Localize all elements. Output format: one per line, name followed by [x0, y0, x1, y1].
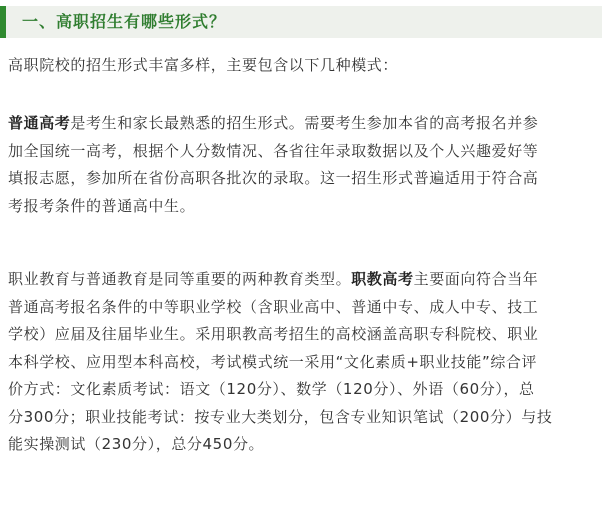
- line-text: 主要面向符合当年: [413, 270, 539, 288]
- paragraph-line: [8, 110, 600, 138]
- paragraph-line: [8, 266, 600, 294]
- paragraph-line: 普通高考报名条件的中等职业学校（含职业高中、普通中专、成人中专、技工: [8, 297, 539, 316]
- paragraph-line: 本科学校、应用型本科高校，考试模式统一采用“文化素质+职业技能”综合评: [8, 352, 538, 371]
- gaokao-paragraph: [8, 110, 600, 220]
- term-putong-gaokao: 普通高考: [8, 114, 71, 132]
- intro-line: 高职院校的招生形式丰富多样，主要包含以下几种模式：: [8, 56, 399, 74]
- paragraph-line: 考报考条件的普通高中生。: [8, 196, 196, 215]
- paragraph-line: 加全国统一高考，根据个人分数情况、各省往年录取数据以及个人兴趣爱好等: [8, 141, 539, 160]
- term-zhijiao-gaokao: 职教高考: [351, 270, 414, 288]
- paragraph-line: 价方式：文化素质考试：语文（120分）、数学（120分）、外语（60分），总: [8, 380, 535, 398]
- line-text: 职业教育与普通教育是同等重要的两种教育类型。: [8, 270, 352, 288]
- paragraph-line: 学校）应届及往届毕业生。采用职教高考招生的高校涵盖高职专科院校、职业: [8, 325, 539, 343]
- paragraph-line: 分300分；职业技能考试：按专业大类划分，包含专业知识笔试（200分）与技: [8, 407, 553, 426]
- paragraph-line: 能实操测试（230分），总分450分。: [8, 435, 265, 453]
- section-header: [0, 6, 602, 38]
- line-text: 是考生和家长最熟悉的招生形式。需要考生参加本省的高考报名并参: [70, 114, 539, 132]
- paragraph-line: 填报志愿，参加所在省份高职各批次的录取。这一招生形式普遍适用于符合高: [8, 169, 539, 187]
- vocational-gaokao-paragraph: [8, 266, 600, 459]
- section-title: 一、高职招生有哪些形式？: [22, 12, 227, 31]
- accent-bar: [0, 6, 6, 38]
- intro-paragraph: [8, 52, 600, 80]
